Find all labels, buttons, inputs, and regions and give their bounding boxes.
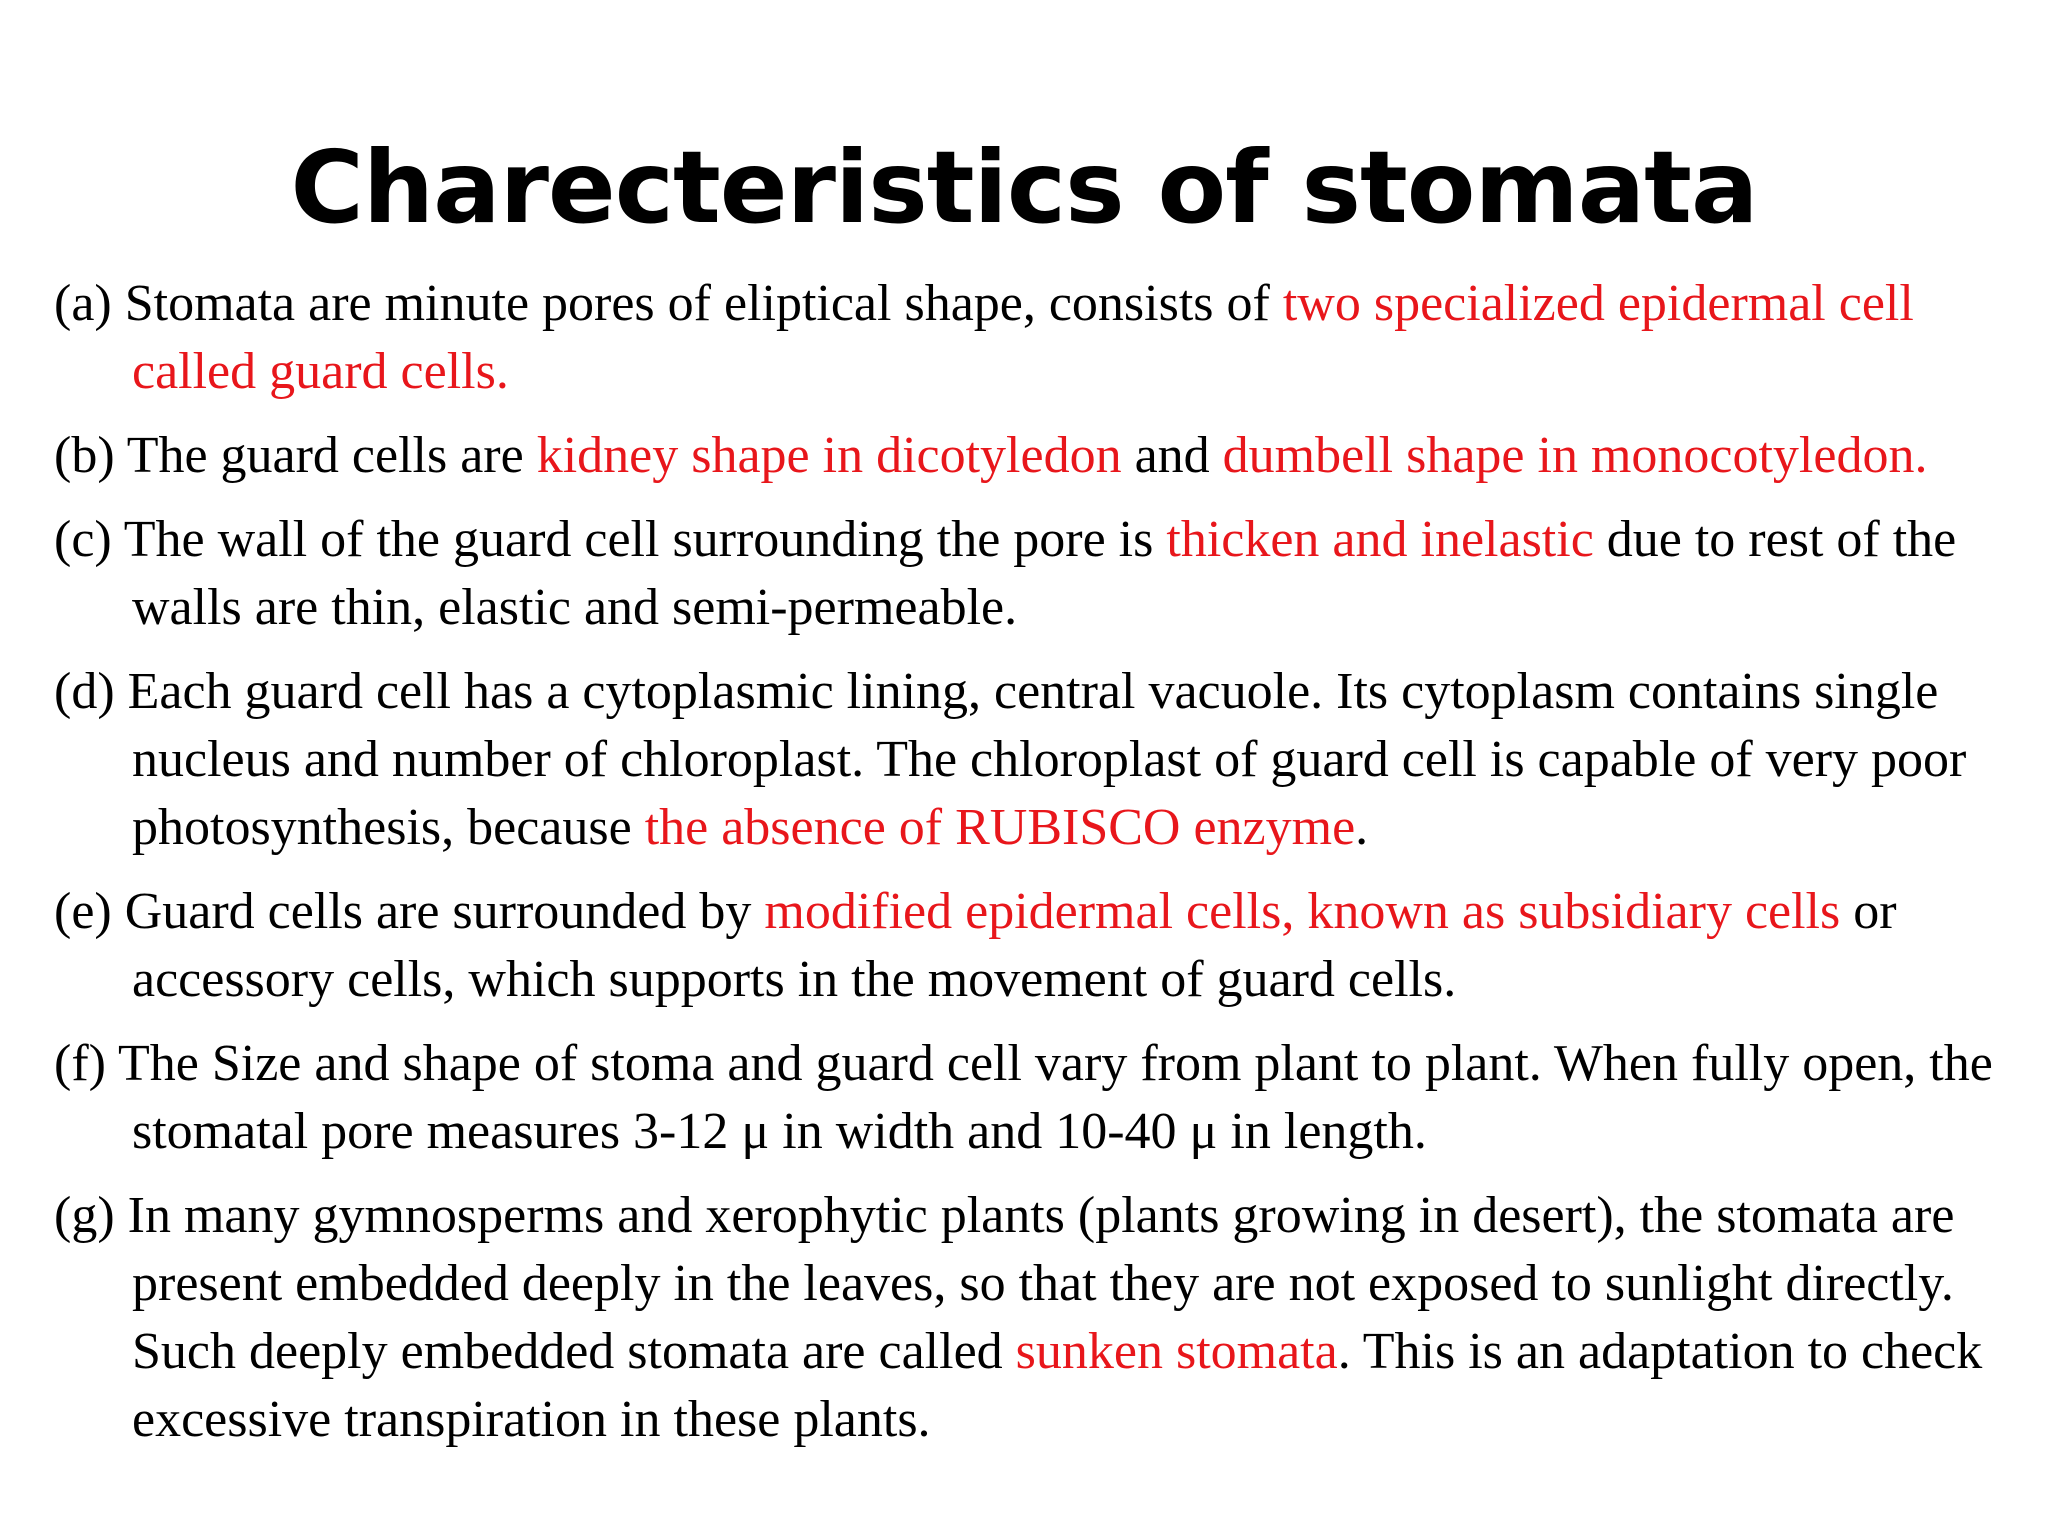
list-item-a	[54, 270, 2034, 406]
list-item-g	[54, 1182, 2034, 1454]
point-e-highlight: modified epidermal cells, known as subsidiary cells	[764, 883, 1841, 940]
point-b-text-2: and	[1121, 427, 1223, 484]
point-a-highlight: two specialized epidermal cell called guard cells.	[132, 275, 1914, 400]
point-g-text-2: . This is an adaptation to check excessive transpiration in these plants.	[132, 1323, 1983, 1448]
point-g-text-1: (g) In many gymnosperms and xerophytic plants (plants growing in desert), the stomata are present embedded deeply in the leaves, so that they are not exposed to sunlight directly. Such deeply embedded stomata are called	[54, 1187, 1955, 1380]
point-g-highlight: sunken stomata	[1015, 1323, 1338, 1380]
point-b-highlight-1: kidney shape in dicotyledon	[536, 427, 1122, 484]
point-b-highlight-2: dumbell shape in monocotyledon.	[1222, 427, 1928, 484]
point-f-text: (f) The Size and shape of stoma and guard cell vary from plant to plant. When fully open, the stomatal pore measures 3-12 μ in width and 10-40 μ in length.	[54, 1035, 1993, 1160]
list-item-e	[54, 878, 2034, 1014]
list-item-f	[54, 1030, 2034, 1166]
point-c-text-2: due to rest of the walls are thin, elastic and semi-permeable.	[132, 511, 1957, 636]
point-d-text-2: .	[1355, 799, 1369, 856]
slide-title: Charecteristics of stomata	[290, 129, 1758, 246]
point-c-text-1: (c) The wall of the guard cell surrounding the pore is	[54, 511, 1167, 568]
point-e-text-2: or accessory cells, which supports in the movement of guard cells.	[132, 883, 1897, 1008]
point-d-text-1: (d) Each guard cell has a cytoplasmic lining, central vacuole. Its cytoplasm contains single nucleus and number of chloroplast. The chloroplast of guard cell is capable of very poor photosynthesis, because	[54, 663, 1967, 856]
point-b-text-1: (b) The guard cells are	[54, 427, 537, 484]
list-item-c	[54, 506, 2034, 642]
point-e-text-1: (e) Guard cells are surrounded by	[54, 883, 765, 940]
point-c-highlight: thicken and inelastic	[1166, 511, 1594, 568]
list-item-b	[54, 422, 2034, 490]
bullet-list	[54, 270, 2034, 1470]
list-item-d	[54, 658, 2034, 862]
point-a-text: (a) Stomata are minute pores of eliptical shape, consists of	[54, 275, 1283, 332]
point-d-highlight: the absence of RUBISCO enzyme	[644, 799, 1356, 856]
